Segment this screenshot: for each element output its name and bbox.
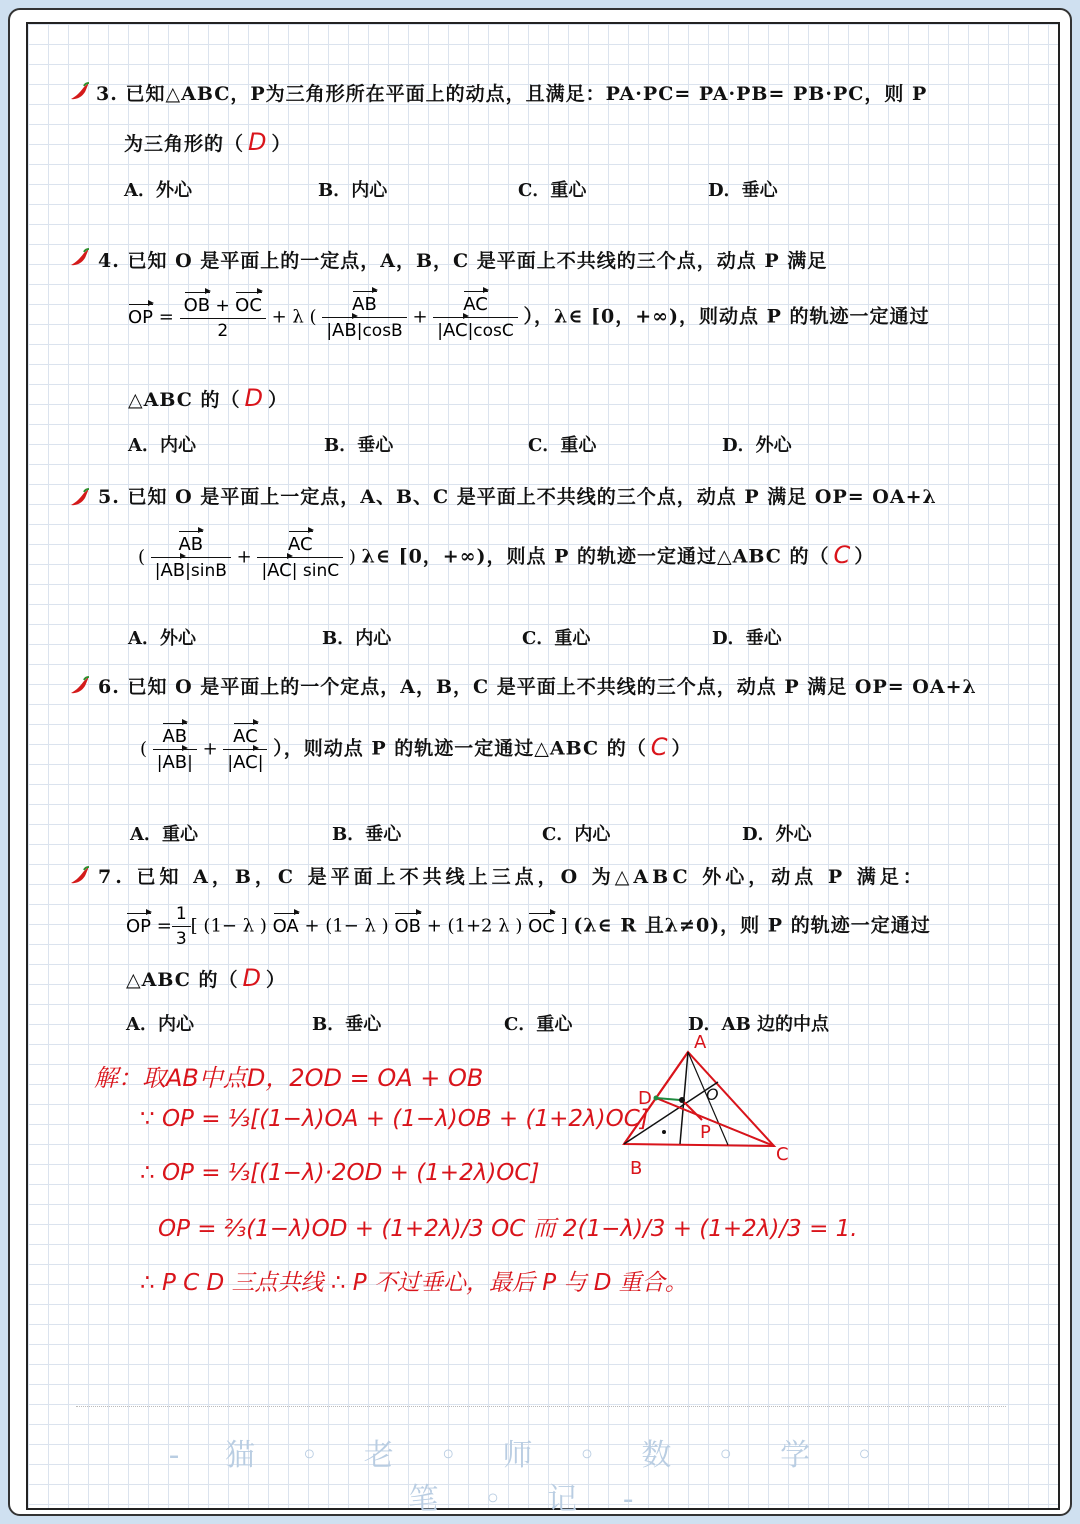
- chili-icon: [68, 486, 92, 510]
- q5-formula: ( $\frac{AB}{|AB|\sin B}$ + $\frac{AC}{|AC| \sin C}$ ) λ∈ [0，+∞)，则点 P 的轨迹一定通过△ABC 的（ C ）: [138, 534, 875, 581]
- point-d: [654, 1096, 659, 1101]
- solution-line-1: 解：取AB中点D，2OD = OA + OB: [94, 1064, 484, 1092]
- q4-option-a: A．内心: [128, 435, 196, 456]
- line-dc: [656, 1098, 774, 1146]
- question-5: 5. 已知 O 是平面上一定点，A、B、C 是平面上不共线的三个点，动点 P 满足 OP= OA+λ: [98, 486, 937, 508]
- q4-option-d: D．外心: [722, 435, 792, 456]
- question-6: 6. 已知 O 是平面上的一个定点，A，B，C 是平面上不共线的三个点，动点 P 满足 OP= OA+λ: [98, 676, 977, 698]
- label-a: A: [694, 1034, 707, 1053]
- q6-option-d: D．外心: [742, 824, 812, 845]
- solution-line-3: ∴ OP = ⅓[(1−λ)·2OD + (1+2λ)OC]: [140, 1160, 540, 1186]
- watermark: - 猫 ◦ 老 ◦ 师 ◦ 数 ◦ 学 ◦ 笔 ◦ 记 -: [168, 1438, 892, 1517]
- q7-option-d: D．AB 边的中点: [688, 1014, 830, 1035]
- q3-option-d: D．垂心: [708, 180, 778, 201]
- q7-option-b: B．垂心: [312, 1014, 382, 1035]
- answer-q3: D: [248, 128, 268, 156]
- answer-q7: D: [242, 964, 262, 992]
- q4-option-c: C．重心: [528, 435, 597, 456]
- question-4-blank: △ABC 的（ D ）: [128, 384, 289, 412]
- point-o: [679, 1097, 685, 1103]
- q5-option-a: A．外心: [128, 628, 196, 649]
- question-7-blank: △ABC 的（ D ）: [126, 964, 287, 992]
- label-p: P: [700, 1122, 711, 1143]
- question-3: 3. 已知△ABC，P为三角形所在平面上的动点，且满足：PA·PC= PA·PB= PB·PC，则 P: [96, 83, 928, 105]
- q5-option-b: B．内心: [322, 628, 392, 649]
- chili-icon: [68, 864, 92, 888]
- q3-option-c: C．重心: [518, 180, 587, 201]
- q7-formula: OP = $\frac{1}{3}$ [ (1− λ ) OA + (1− λ ) OB + (1+2 λ ) OC ] (λ∈ R 且λ≠0)，则 P 的轨迹一定通过: [126, 904, 931, 949]
- q4-option-b: B．垂心: [324, 435, 394, 456]
- q3-option-b: B．内心: [318, 180, 388, 201]
- triangle-diagram: [608, 1034, 808, 1194]
- label-d: D: [638, 1088, 652, 1109]
- q4-formula: OP = $\frac{OB + OC}{2}$ + λ ( $\frac{AB}{|AB|\cos B}$ + $\frac{AC}{|AC|\cos C}$ ），λ∈ [0，+∞)，则动点 P 的轨迹一定通过: [128, 294, 930, 341]
- q5-option-d: D．垂心: [712, 628, 782, 649]
- q7-option-c: C．重心: [504, 1014, 573, 1035]
- solution-line-4: OP = ⅔(1−λ)OD + (1+2λ)/3 OC 而 2(1−λ)/3 + (1+2λ)/3 = 1.: [158, 1216, 858, 1242]
- answer-q5: C: [833, 540, 851, 569]
- solution-line-5: ∴ P C D 三点共线 ∴ P 不过垂心，最后 P 与 D 重合。: [140, 1270, 688, 1296]
- chili-icon: [68, 246, 92, 270]
- q5-option-c: C．重心: [522, 628, 591, 649]
- solution-line-2: ∵ OP = ⅓[(1−λ)OA + (1−λ)OB + (1+2λ)OC]: [140, 1106, 649, 1132]
- point: [662, 1130, 666, 1134]
- q6-option-b: B．垂心: [332, 824, 402, 845]
- divider: [76, 1406, 1006, 1407]
- q6-formula: ( $\frac{AB}{|AB|}$ + $\frac{AC}{|AC|}$ ），则动点 P 的轨迹一定通过△ABC 的（ C ）: [140, 726, 692, 773]
- answer-q6: C: [650, 732, 668, 761]
- q6-option-c: C．内心: [542, 824, 611, 845]
- label-b: B: [630, 1158, 643, 1179]
- question-3-blank: 为三角形的（ D ）: [124, 128, 292, 156]
- question-7: 7. 已知 A，B，C 是平面上不共线上三点，O 为△ABC 外心，动点 P 满足：: [98, 866, 926, 888]
- answer-q4: D: [244, 384, 264, 412]
- q7-option-a: A．内心: [126, 1014, 194, 1035]
- label-o: O: [706, 1085, 719, 1104]
- question-4: 4. 已知 O 是平面上的一定点，A，B，C 是平面上不共线的三个点，动点 P 满足: [98, 250, 828, 272]
- label-c: C: [776, 1144, 789, 1165]
- q6-option-a: A．重心: [130, 824, 198, 845]
- q3-option-a: A．外心: [124, 180, 192, 201]
- chili-icon: [68, 674, 92, 698]
- chili-icon: [68, 80, 92, 104]
- worksheet-page: [26, 22, 1060, 1510]
